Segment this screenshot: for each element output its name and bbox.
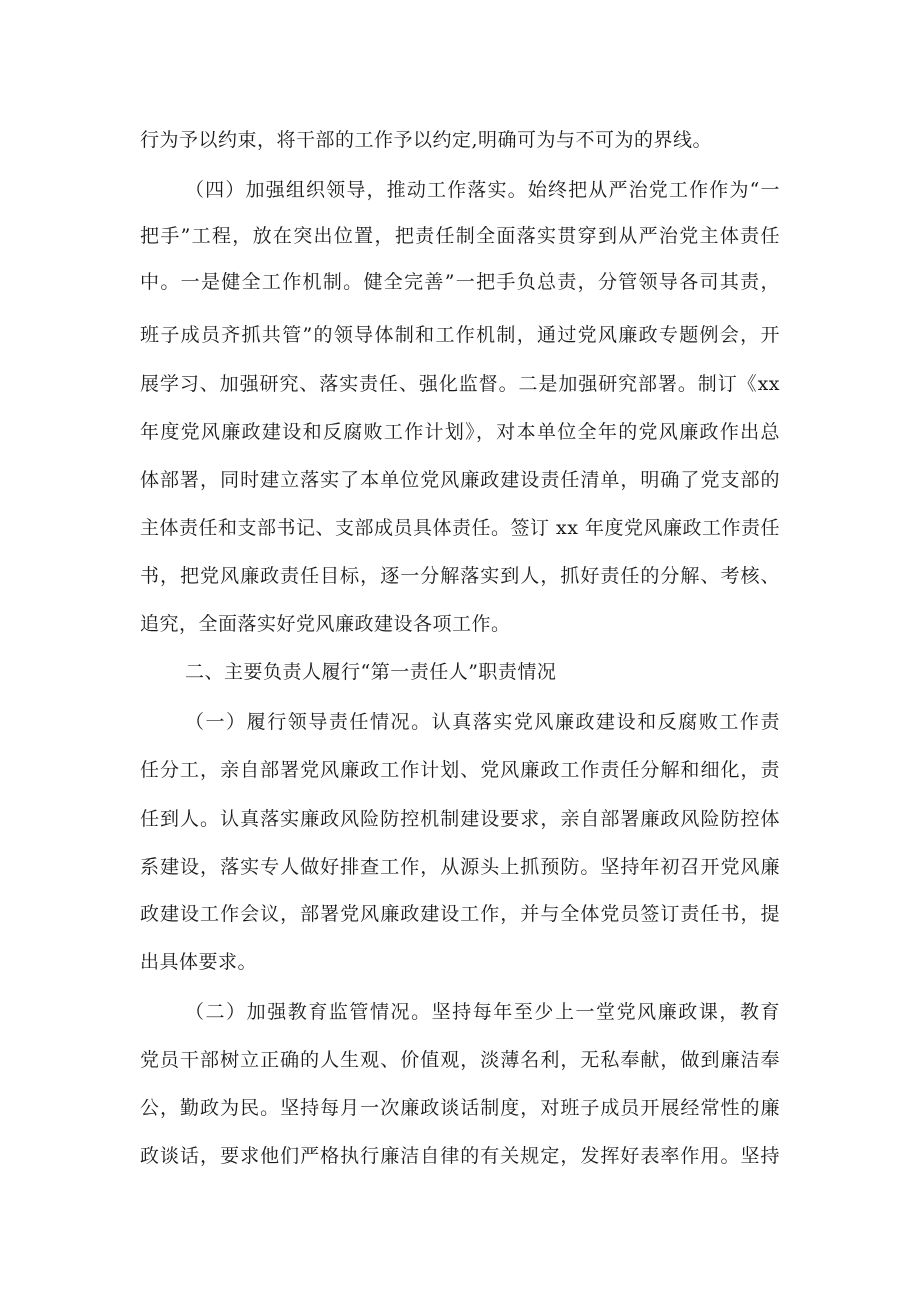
paragraph-line: 任到人。认真落实廉政风险防控机制建设要求，亲自部署廉政风险防控体: [140, 808, 780, 830]
paragraph-line: 政建设工作会议，部署党风廉政建设工作，并与全体党员签订责任书，提: [140, 903, 780, 925]
paragraph-line: （一）履行领导责任情况。认真落实党风廉政建设和反腐败工作责: [185, 711, 780, 733]
paragraph-line: 系建设，落实专人做好排查工作，从源头上抓预防。坚持年初召开党风廉: [140, 856, 780, 878]
paragraph-line: 年度党风廉政建设和反腐败工作计划》，对本单位全年的党风廉政作出总: [140, 421, 780, 443]
paragraph-line: 党员干部树立正确的人生观、价值观，淡薄名利，无私奉献，做到廉洁奉: [140, 1049, 780, 1071]
paragraph-line: 书，把党风廉政责任目标，逐一分解落实到人，抓好责任的分解、考核、: [140, 565, 780, 587]
paragraph-line: 公，勤政为民。坚持每月一次廉政谈话制度，对班子成员开展经常性的廉: [140, 1097, 780, 1119]
paragraph-line: 政谈话，要求他们严格执行廉洁自律的有关规定，发挥好表率作用。坚持: [140, 1145, 780, 1167]
paragraph-line: 任分工，亲自部署党风廉政工作计划、党风廉政工作责任分解和细化，责: [140, 759, 780, 781]
paragraph-line: 展学习、加强研究、落实责任、强化监督。二是加强研究部署。制订《xx: [140, 373, 780, 395]
paragraph-line: 把手”工程，放在突出位置，把责任制全面落实贯穿到从严治党主体责任: [140, 225, 780, 247]
paragraph-line: （二）加强教育监管情况。坚持每年至少上一堂党风廉政课，教育: [185, 1001, 780, 1023]
paragraph-line: 中。一是健全工作机制。健全完善”一把手负总责，分管领导各司其责，: [140, 271, 780, 293]
paragraph-line: （四）加强组织领导，推动工作落实。始终把从严治党工作作为“一: [185, 179, 780, 201]
paragraph-line: 班子成员齐抓共管”的领导体制和工作机制，通过党风廉政专题例会，开: [140, 324, 780, 346]
paragraph-line: 出具体要求。: [140, 951, 258, 973]
paragraph-line: 追究，全面落实好党风廉政建设各项工作。: [140, 613, 511, 635]
section-heading: 二、主要负责人履行“第一责任人”职责情况: [185, 661, 557, 683]
paragraph-line: 主体责任和支部书记、支部成员具体责任。签订 xx 年度党风廉政工作责任: [140, 517, 781, 539]
paragraph-line: 体部署，同时建立落实了本单位党风廉政建设责任清单，明确了党支部的: [140, 469, 780, 491]
paragraph-line: 行为予以约束，将干部的工作予以约定,明确可为与不可为的界线。: [140, 129, 713, 151]
